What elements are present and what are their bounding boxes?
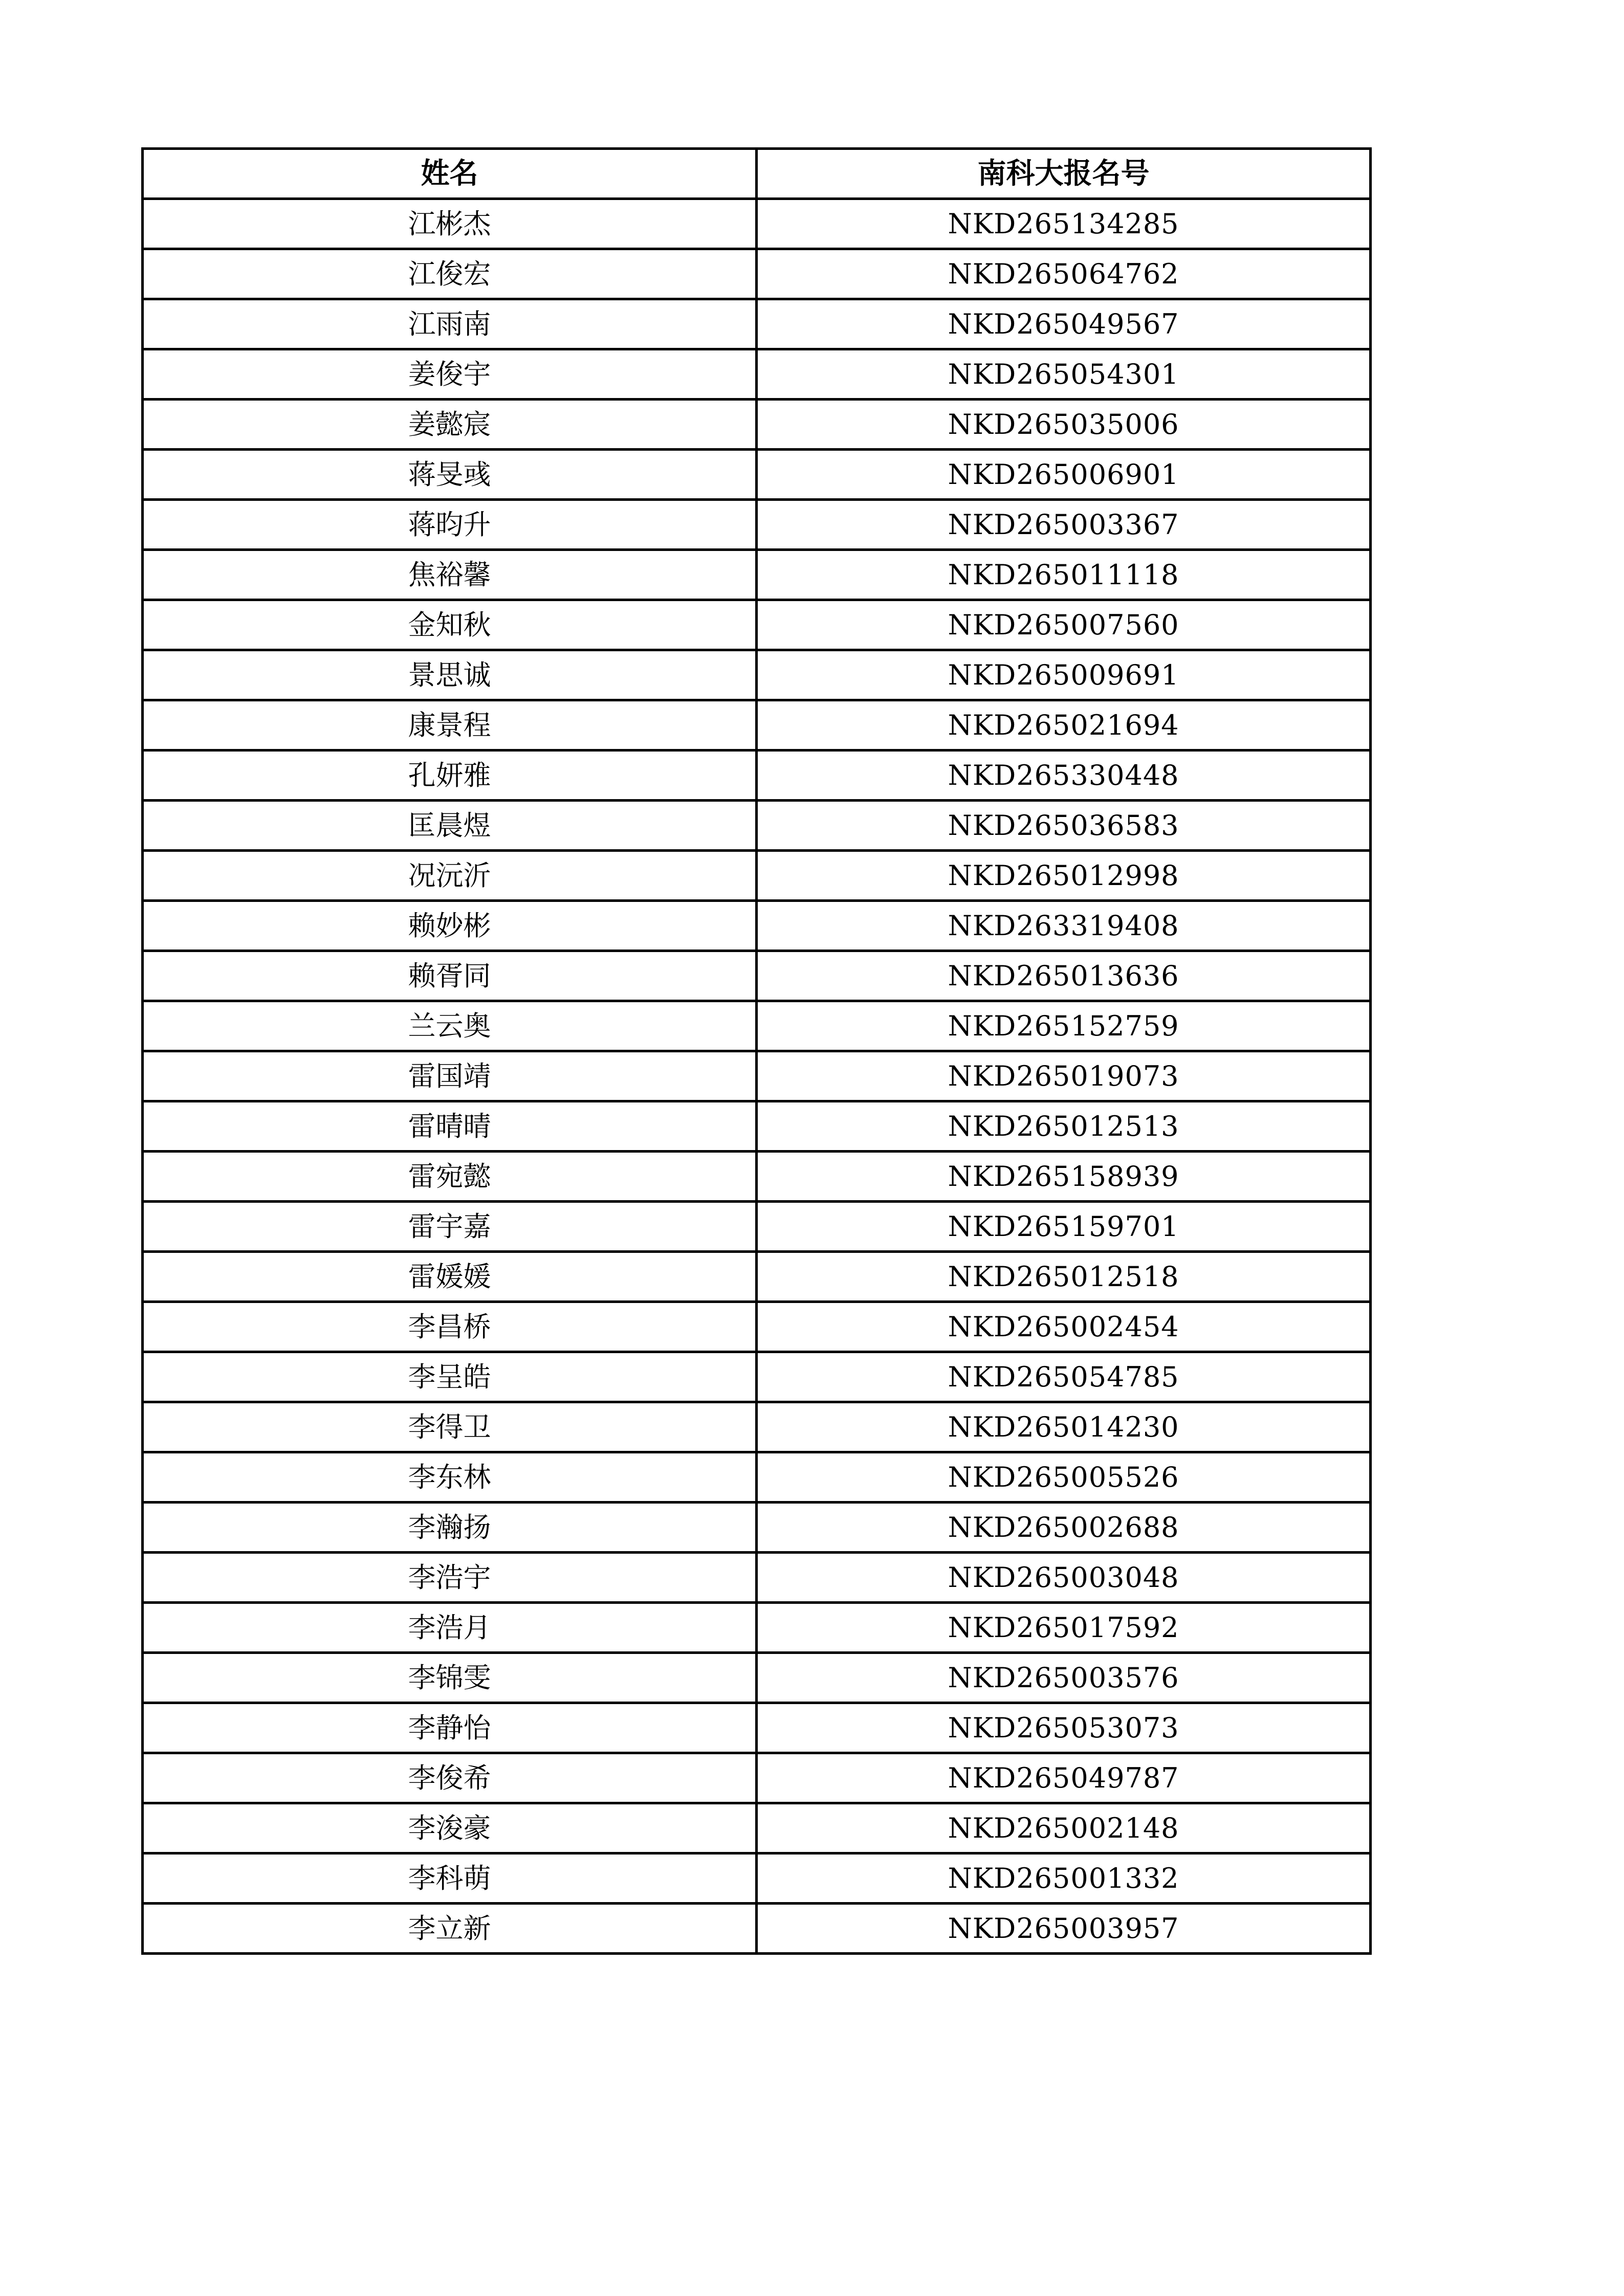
name-cell: 况沅沂 [143, 851, 757, 901]
column-header-registration-no: 南科大报名号 [757, 149, 1371, 199]
name-cell: 蒋旻彧 [143, 450, 757, 500]
table-row [143, 1553, 1371, 1603]
registration-no-cell: NKD265009691 [757, 650, 1371, 700]
registration-no-cell: NKD265002148 [757, 1803, 1371, 1853]
name-cell: 康景程 [143, 700, 757, 750]
registration-no-cell: NKD265003367 [757, 500, 1371, 550]
table-row [143, 1352, 1371, 1402]
registration-no-cell: NKD265012513 [757, 1101, 1371, 1152]
name-cell: 江俊宏 [143, 249, 757, 299]
table-row [143, 1703, 1371, 1753]
name-cell: 李东林 [143, 1452, 757, 1503]
table-row [143, 249, 1371, 299]
name-cell: 李瀚扬 [143, 1503, 757, 1553]
name-cell: 焦裕馨 [143, 550, 757, 600]
registration-table [141, 147, 1372, 1955]
table-row [143, 450, 1371, 500]
table-row [143, 1001, 1371, 1051]
registration-no-cell: NKD265021694 [757, 700, 1371, 750]
name-cell: 雷国靖 [143, 1051, 757, 1101]
table-row [143, 1302, 1371, 1352]
name-cell: 蒋昀升 [143, 500, 757, 550]
table-row [143, 299, 1371, 349]
name-cell: 李浚豪 [143, 1803, 757, 1853]
registration-no-cell: NKD265064762 [757, 249, 1371, 299]
registration-no-cell: NKD265158939 [757, 1152, 1371, 1202]
table-row [143, 801, 1371, 851]
name-cell: 李俊希 [143, 1753, 757, 1803]
name-cell: 金知秋 [143, 600, 757, 650]
table-row [143, 1753, 1371, 1803]
name-cell: 李立新 [143, 1904, 757, 1954]
name-cell: 景思诚 [143, 650, 757, 700]
table-row [143, 1853, 1371, 1904]
column-header-name: 姓名 [143, 149, 757, 199]
registration-no-cell: NKD265003048 [757, 1553, 1371, 1603]
table-row [143, 750, 1371, 801]
table-row [143, 1904, 1371, 1954]
registration-no-cell: NKD265017592 [757, 1603, 1371, 1653]
registration-no-cell: NKD265012518 [757, 1252, 1371, 1302]
name-cell: 李静怡 [143, 1703, 757, 1753]
name-cell: 江彬杰 [143, 199, 757, 249]
name-cell: 李昌桥 [143, 1302, 757, 1352]
table-row [143, 1803, 1371, 1853]
registration-no-cell: NKD263319408 [757, 901, 1371, 951]
registration-no-cell: NKD265014230 [757, 1402, 1371, 1452]
registration-no-cell: NKD265003576 [757, 1653, 1371, 1703]
table-body [143, 199, 1371, 1954]
table-row [143, 1152, 1371, 1202]
name-cell: 兰云奥 [143, 1001, 757, 1051]
table-row [143, 400, 1371, 450]
name-cell: 赖胥同 [143, 951, 757, 1001]
name-cell: 雷宇嘉 [143, 1202, 757, 1252]
table-row [143, 500, 1371, 550]
name-cell: 李得卫 [143, 1402, 757, 1452]
table-row [143, 1603, 1371, 1653]
table-row [143, 1101, 1371, 1152]
table-row [143, 650, 1371, 700]
table-row [143, 1402, 1371, 1452]
registration-no-cell: NKD265159701 [757, 1202, 1371, 1252]
registration-no-cell: NKD265005526 [757, 1452, 1371, 1503]
name-cell: 江雨南 [143, 299, 757, 349]
name-cell: 李呈皓 [143, 1352, 757, 1402]
registration-no-cell: NKD265007560 [757, 600, 1371, 650]
registration-no-cell: NKD265006901 [757, 450, 1371, 500]
registration-no-cell: NKD265002454 [757, 1302, 1371, 1352]
table-row [143, 1452, 1371, 1503]
table-row [143, 600, 1371, 650]
registration-no-cell: NKD265036583 [757, 801, 1371, 851]
table-row [143, 349, 1371, 400]
name-cell: 李科萌 [143, 1853, 757, 1904]
name-cell: 雷宛懿 [143, 1152, 757, 1202]
header-row [143, 149, 1371, 199]
registration-no-cell: NKD265054301 [757, 349, 1371, 400]
registration-no-cell: NKD265054785 [757, 1352, 1371, 1402]
registration-no-cell: NKD265013636 [757, 951, 1371, 1001]
table-row [143, 951, 1371, 1001]
name-cell: 姜俊宇 [143, 349, 757, 400]
table-row [143, 1503, 1371, 1553]
name-cell: 雷晴晴 [143, 1101, 757, 1152]
name-cell: 李浩宇 [143, 1553, 757, 1603]
table-row [143, 1653, 1371, 1703]
registration-no-cell: NKD265134285 [757, 199, 1371, 249]
table-row [143, 1202, 1371, 1252]
table-row [143, 1051, 1371, 1101]
table-row [143, 550, 1371, 600]
table-row [143, 199, 1371, 249]
registration-no-cell: NKD265011118 [757, 550, 1371, 600]
registration-no-cell: NKD265003957 [757, 1904, 1371, 1954]
name-cell: 匡晨煜 [143, 801, 757, 851]
name-cell: 雷媛媛 [143, 1252, 757, 1302]
registration-no-cell: NKD265012998 [757, 851, 1371, 901]
name-cell: 李浩月 [143, 1603, 757, 1653]
table-row [143, 851, 1371, 901]
table-row [143, 901, 1371, 951]
table-row [143, 700, 1371, 750]
registration-no-cell: NKD265002688 [757, 1503, 1371, 1553]
name-cell: 姜懿宸 [143, 400, 757, 450]
registration-no-cell: NKD265001332 [757, 1853, 1371, 1904]
registration-no-cell: NKD265152759 [757, 1001, 1371, 1051]
name-cell: 赖妙彬 [143, 901, 757, 951]
name-cell: 孔妍雅 [143, 750, 757, 801]
registration-no-cell: NKD265049567 [757, 299, 1371, 349]
registration-no-cell: NKD265035006 [757, 400, 1371, 450]
registration-no-cell: NKD265049787 [757, 1753, 1371, 1803]
table-row [143, 1252, 1371, 1302]
registration-no-cell: NKD265330448 [757, 750, 1371, 801]
spreadsheet-page [141, 147, 1369, 1955]
registration-no-cell: NKD265019073 [757, 1051, 1371, 1101]
registration-no-cell: NKD265053073 [757, 1703, 1371, 1753]
table-header [143, 149, 1371, 199]
name-cell: 李锦雯 [143, 1653, 757, 1703]
